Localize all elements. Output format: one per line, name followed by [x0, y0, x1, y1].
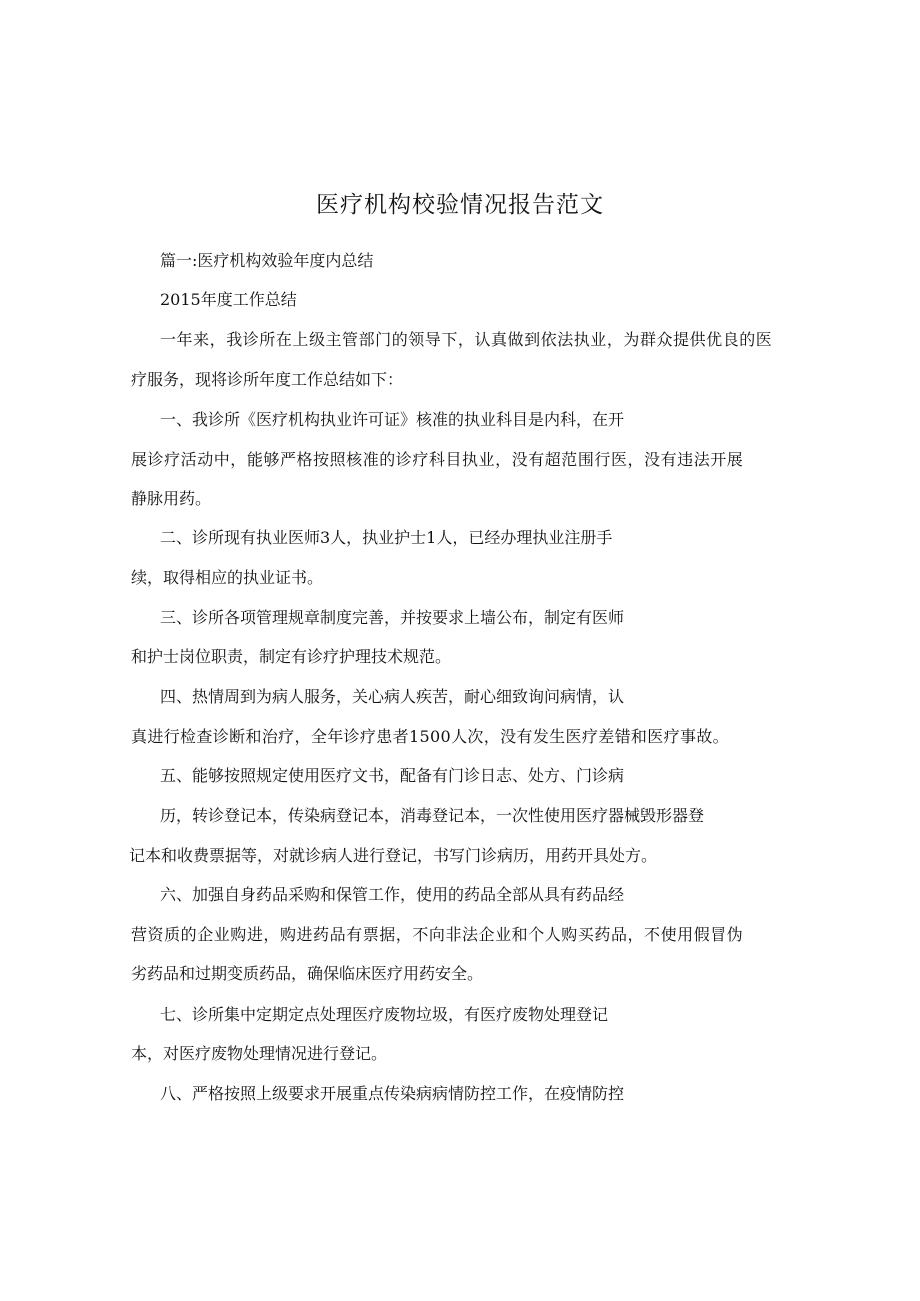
- paragraph-line: 七、诊所集中定期定点处理医疗废物垃圾，有医疗废物处理登记: [160, 1005, 609, 1024]
- paragraph-line: 静脉用药。: [131, 489, 212, 508]
- paragraph-line: 八、严格按照上级要求开展重点传染病病情防控工作，在疫情防控: [160, 1084, 625, 1103]
- paragraph-line: 历，转诊登记本，传染病登记本，消毒登记本，一次性使用医疗器械毁形器登: [160, 806, 705, 825]
- paragraph-line: 劣药品和过期变质药品，确保临床医疗用药安全。: [131, 964, 484, 983]
- paragraph-line: 疗服务，现将诊所年度工作总结如下：: [131, 370, 404, 389]
- paragraph-line: 二、诊所现有执业医师3人，执业护士1人，已经办理执业注册手: [160, 528, 613, 547]
- paragraph-line: 和护士岗位职责，制定有诊疗护理技术规范。: [131, 647, 452, 666]
- paragraph-line: 续，取得相应的执业证书。: [131, 568, 324, 587]
- paragraph-line: 展诊疗活动中，能够严格按照核准的诊疗科目执业，没有超范围行医，没有违法开展: [131, 450, 744, 469]
- paragraph-line: 营资质的企业购进，购进药品有票据，不向非法企业和个人购买药品，不使用假冒伪: [131, 925, 744, 944]
- paragraph-line: 本，对医疗废物处理情况进行登记。: [131, 1044, 388, 1063]
- subheading: 2015年度工作总结: [160, 290, 297, 309]
- paragraph-line: 记本和收费票据等，对就诊病人进行登记，书写门诊病历，用药开具处方。: [129, 846, 658, 865]
- section-heading: 篇一:医疗机构效验年度内总结: [160, 251, 374, 270]
- document-title: 医疗机构校验情况报告范文: [316, 192, 604, 218]
- paragraph-line: 一、我诊所《医疗机构执业许可证》核准的执业科目是内科，在开: [160, 410, 625, 429]
- paragraph-line: 六、加强自身药品采购和保管工作，使用的药品全部从具有药品经: [160, 885, 625, 904]
- paragraph-line: 三、诊所各项管理规章制度完善，并按要求上墙公布，制定有医师: [160, 608, 625, 627]
- paragraph-line: 真进行检查诊断和治疗，全年诊疗患者1500人次，没有发生医疗差错和医疗事故。: [131, 727, 730, 746]
- paragraph-line: 五、能够按照规定使用医疗文书，配备有门诊日志、处方、门诊病: [160, 766, 625, 785]
- paragraph-line: 四、热情周到为病人服务，关心病人疾苦，耐心细致询问病情，认: [160, 687, 625, 706]
- paragraph-line: 一年来，我诊所在上级主管部门的领导下，认真做到依法执业，为群众提供优良的医: [160, 330, 773, 349]
